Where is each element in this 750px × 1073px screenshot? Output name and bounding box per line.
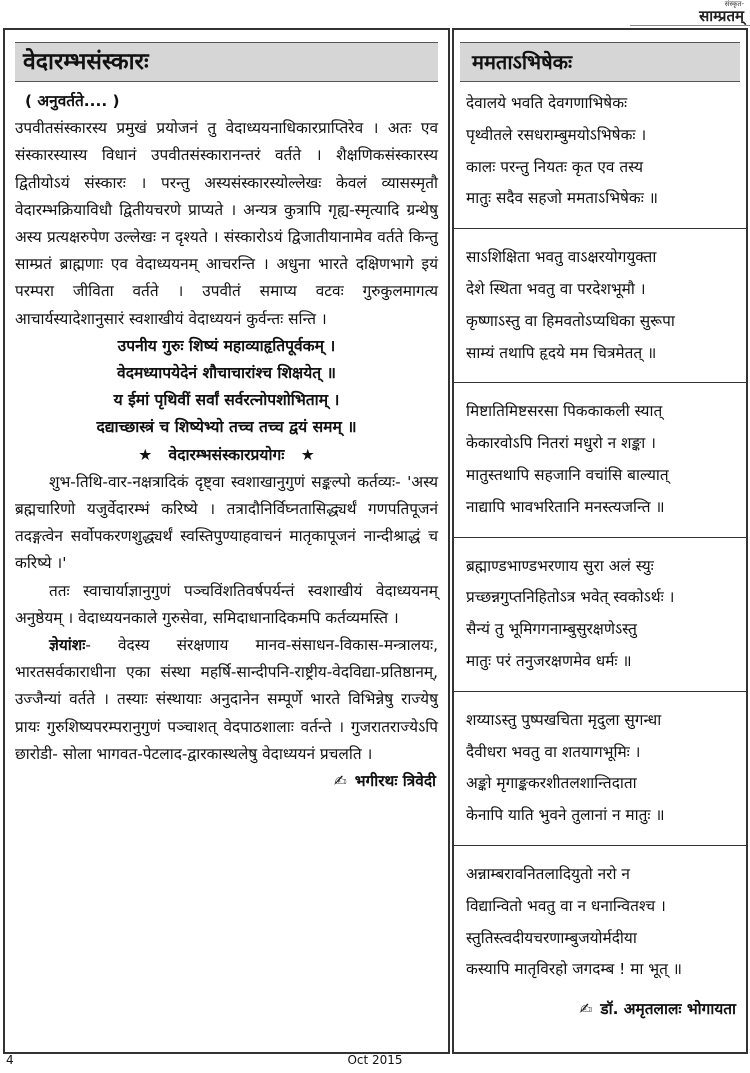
note-text: - वेदस्य संरक्षणाय मानव-संसाधन-विकास-मन्त्रालयः, भारतसर्वकाराधीना एका संस्था महर्षि-सान्दीपनि-राष्ट्रीय-वेदविद्या-प्रतिष्ठानम्, उज्जैन्यां वर्तते । तस्याः संस्थायाः अनुदानेन सम्पूर्णे भारते विभिन्नेषु राज्येषु प्रायः गुरुशिष्यपरम्परानुगुणं पञ्चाशत् वेदपाठशालाः वर्तन्ते । गुजरातराज्येऽपि छारोडी- सोला भागवत-पेटलाद-द्वारकास्थलेषु वेदाध्ययनं प्रचलति । <box>15 636 438 763</box>
paragraph-procedure: शुभ-तिथि-वार-नक्षत्रादिकं दृष्ट्वा स्वशाखानुगुणं सङ्कल्पो कर्तव्यः- 'अस्य ब्रह्मचारिणो यजुर्वेदारम्भं करिष्ये । तत्रादौनिर्विघ्नतासिद्ध्यर्थं गणपतिपूजनं तदङ्गत्वेन सर्वोपकरणशुद्ध्यर्थं स्वस्तिपुण्याहवाचनं मातृकापूजनं नान्दीश्राद्धं च करिष्ये ।' <box>15 472 438 573</box>
stanza-divider <box>454 691 746 692</box>
masthead-rule <box>630 25 750 26</box>
procedure-subheading <box>15 442 438 469</box>
poem-line: केकारवोऽपि नितरां मधुरो न शङ्का । <box>466 434 656 453</box>
poem-line: सैन्यं तु भूमिगगनाम्बुसुरक्षणेऽस्तु <box>466 620 637 639</box>
verse-line: य ईमां पृथिवीं सर्वां सर्वरत्नोपशोभिताम् । <box>113 391 340 410</box>
poem-stanza <box>466 396 738 523</box>
stanza-divider <box>454 382 746 383</box>
poem-line: मातुः सदैव सहजो ममताऽभिषेकः ॥ <box>466 189 658 208</box>
star-icon: ★ <box>300 445 315 464</box>
masthead-title: साम्प्रतम् <box>699 7 744 25</box>
poem-line: विद्यान्वितो भवतु वा न धनान्वितश्च । <box>466 896 666 915</box>
poem-stanza <box>466 551 738 678</box>
paragraph-study: ततः स्वाचार्याज्ञानुगुणं पञ्चविंशतिवर्षपर्यन्तं स्वशाखीयं वेदाध्ययनम् अनुष्ठेयम् । वेदाध्ययनकाले गुरुसेवा, समिदाधानादिकमपि कर्तव्यमस्ति । <box>15 581 438 627</box>
stanza-divider <box>454 228 746 229</box>
note-label: ज्ञेयांशः <box>49 636 86 655</box>
article-column <box>3 28 450 1054</box>
poem-line: मातुस्तथापि सहजानि वचांसि बाल्यात् <box>466 465 669 484</box>
poem-line: पृथ्वीतले रसधराम्बुमयोऽभिषेकः । <box>466 125 647 144</box>
star-icon: ★ <box>138 445 153 464</box>
poem-line: नाद्यापि भावभरितानि मनस्त्यजन्ति ॥ <box>466 497 665 516</box>
poem-line: केनापि याति भुवने तुलानां न मातुः ॥ <box>466 806 665 825</box>
article-author <box>15 768 438 795</box>
continued-note: ( अनुवर्तते.... ) <box>25 92 120 110</box>
poem-line: प्रच्छन्नगुप्तनिहितोऽत्र भवेत् स्वकोऽर्थः । <box>466 588 675 607</box>
poem-line: ब्रह्माण्डभाण्डभरणाय सुरा अलं स्युः <box>466 556 654 575</box>
issue-date: Oct 2015 <box>347 1053 403 1067</box>
poem-line: दैवीधरा भवतु वा शतयागभूमिः । <box>466 742 641 761</box>
masthead-small-text: संस्कृत- <box>724 0 744 8</box>
page-number: 4 <box>6 1053 14 1067</box>
poem-stanza <box>466 242 738 369</box>
poem-column <box>452 28 748 1054</box>
subheading-text: वेदारम्भसंस्कारप्रयोगः <box>168 445 285 464</box>
poem-line: साऽशिक्षिता भवतु वाऽक्षरयोगयुक्ता <box>466 248 657 267</box>
poem-author <box>466 994 738 1026</box>
magazine-masthead <box>630 0 750 28</box>
poem-line: स्तुतिस्त्वदीयचरणाम्बुजयोर्मदीया <box>466 928 637 947</box>
author-name: डॉ. अमृतलालः भोगायता <box>600 1000 736 1019</box>
paragraph-intro: उपवीतसंस्कारस्य प्रमुखं प्रयोजनं तु वेदाध्ययनाधिकारप्राप्तिरेव । अतः एव संस्कारस्यास्य विधानं उपवीतसंस्कारानन्तरं वर्तते । शैक्षणिकसंस्कारस्य द्वितीयोऽयं संस्कारः । परन्तु अस्यसंस्कारस्योल्लेखः केवलं व्यासस्मृतौ वेदारम्भक्रियाविधौ द्वितीयचरणे प्राप्यते । अन्यत्र कुत्रापि गृह्य-स्मृत्यादि ग्रन्थेषु अस्य प्रत्यक्षरुपेण उल्लेखः न दृश्यते । संस्कारोऽयं द्विजातीयानामेव वर्तते किन्तु साम्प्रतं ब्राह्मणाः एव वेदाध्ययनम् आचरन्ति । अधुना भारते दक्षिणभागे इयं परम्परा जीविता वर्तते । उपवीतं समाप्य वटवः गुरुकुलमागत्य आचार्यस्यादेशानुसारं स्वशाखीयं वेदाध्ययनं कुर्वन्तः सन्ति । <box>15 119 438 328</box>
poem-line: कस्यापि मातृविरहो जगदम्ब ! मा भूत् ॥ <box>466 960 682 979</box>
pen-icon: ✍ <box>579 1000 593 1019</box>
poem-line: शय्याऽस्तु पुष्पखचिता मृदुला सुगन्धा <box>466 710 662 729</box>
poem-line: मातुः परं तनुजरक्षणमेव धर्मः ॥ <box>466 651 632 670</box>
poem-line: देवालये भवति देवगणाभिषेकः <box>466 94 628 112</box>
poem-line: मिष्टातिमिष्टसरसा पिककाकली स्यात् <box>466 402 663 421</box>
poem-title: ममताऽभिषेकः <box>460 42 740 82</box>
verse-line: वेदमध्यापयेदेनं शौचाचारांश्च शिक्षयेत् ॥ <box>117 364 336 383</box>
author-name: भगीरथः त्रिवेदी <box>354 772 436 791</box>
poem-line: अन्नाम्बरावनितलादियुतो नरो न <box>466 864 630 883</box>
poem-stanza <box>466 705 738 832</box>
poem-stanza <box>466 88 738 215</box>
pen-icon: ✍ <box>333 772 347 791</box>
poem-line: देशे स्थिता भवतु वा परदेशभूमौ । <box>466 279 646 298</box>
verse-line: उपनीय गुरुः शिष्यं महाव्याहृतिपूर्वकम् । <box>117 336 336 355</box>
stanza-divider <box>454 537 746 538</box>
poem-line: साम्यं तथापि हृदये मम चित्रमेतत् ॥ <box>466 343 657 362</box>
verse-line: दद्याच्छास्त्रं च शिष्येभ्यो तच्च तच्च द्वयं समम् ॥ <box>96 418 357 437</box>
poem-line: अङ्को मृगाङ्ककरशीतलशान्तिदाता <box>466 774 637 793</box>
poem-line: कालः परन्तु नियतः कृत एव तस्य <box>466 157 644 176</box>
poem-stanza <box>466 859 738 986</box>
poem-body <box>466 88 738 1026</box>
article-title: वेदारम्भसंस्कारः <box>15 42 438 82</box>
article-body <box>15 88 438 795</box>
poem-line: कृष्णाऽस्तु वा हिमवतोऽप्यधिका सुरूपा <box>466 311 675 330</box>
stanza-divider <box>454 845 746 846</box>
paragraph-note <box>15 632 438 768</box>
